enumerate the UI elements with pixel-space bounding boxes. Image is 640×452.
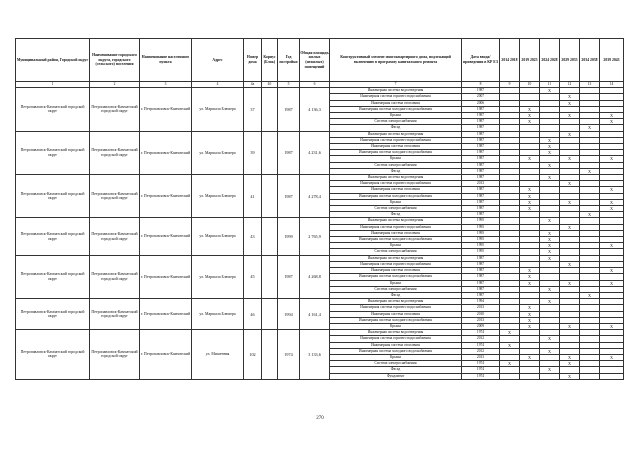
column-number: 7 bbox=[330, 82, 462, 88]
period-mark-cell: X bbox=[520, 311, 540, 317]
capital-repair-table bbox=[15, 38, 624, 380]
structural-element-cell: Инженерная система горячего водоснабжения bbox=[330, 94, 462, 100]
period-mark-cell: X bbox=[560, 156, 580, 162]
commission-date-cell: 1987 bbox=[462, 199, 500, 205]
address-cell: ул. Маршала Блюхера bbox=[192, 299, 244, 330]
commission-date-cell: 1987 bbox=[462, 144, 500, 150]
structural-element-cell: Инженерная система водоотведения bbox=[330, 330, 462, 336]
structural-element-cell: Инженерная система водоотведения bbox=[330, 255, 462, 261]
period-mark-cell: X bbox=[540, 348, 560, 354]
commission-date-cell: 1987 bbox=[462, 206, 500, 212]
structural-element-cell: Крыша bbox=[330, 243, 462, 249]
column-header: Корпус (Блок) bbox=[262, 39, 278, 82]
period-mark-cell: X bbox=[540, 237, 560, 243]
structural-element-cell: Фасад bbox=[330, 125, 462, 131]
period-mark-cell: X bbox=[580, 125, 600, 131]
period-mark-cell: X bbox=[520, 354, 540, 360]
commission-date-cell: 1987 bbox=[462, 255, 500, 261]
structural-element-cell: Инженерная система отопления bbox=[330, 100, 462, 106]
commission-date-cell: 1995 bbox=[462, 218, 500, 224]
locality-cell: г. Петропавловск-Камчатский bbox=[140, 175, 192, 218]
structural-element-cell: Крыша bbox=[330, 113, 462, 119]
period-mark-cell: X bbox=[560, 199, 580, 205]
commission-date-cell: 1987 bbox=[462, 274, 500, 280]
structural-element-cell: Инженерная система водоотведения bbox=[330, 218, 462, 224]
commission-date-cell: 2013 bbox=[462, 181, 500, 187]
period-mark-cell: X bbox=[560, 224, 580, 230]
municipal-district-cell: Петропавловск-Камчатский городской округ bbox=[16, 218, 90, 255]
column-number: 12 bbox=[560, 82, 580, 88]
locality-cell: г. Петропавловск-Камчатский bbox=[140, 131, 192, 174]
structural-element-cell: Фасад bbox=[330, 168, 462, 174]
column-number: 11 bbox=[540, 82, 560, 88]
commission-date-cell: 1987 bbox=[462, 150, 500, 156]
period-mark-cell: X bbox=[580, 292, 600, 298]
build-year-cell: 1987 bbox=[278, 255, 300, 298]
commission-date-cell: 1987 bbox=[462, 187, 500, 193]
structural-element-cell: Инженерная система отопления bbox=[330, 230, 462, 236]
commission-date-cell: 1974 bbox=[462, 373, 500, 379]
settlement-cell: Петропавловск-Камчатский городской округ bbox=[90, 299, 140, 330]
period-mark-cell: X bbox=[560, 354, 580, 360]
structural-element-cell: Фасад bbox=[330, 212, 462, 218]
period-mark-cell: X bbox=[560, 323, 580, 329]
column-header: Дата ввода/ приведения в КР ЕЗ bbox=[462, 39, 500, 82]
period-mark-cell: X bbox=[540, 367, 560, 373]
period-mark-cell: X bbox=[560, 181, 580, 187]
commission-date-cell: 1995 bbox=[462, 230, 500, 236]
settlement-cell: Петропавловск-Камчатский городской округ bbox=[90, 131, 140, 174]
period-mark-cell: X bbox=[600, 354, 624, 360]
structural-element-cell: Крыша bbox=[330, 280, 462, 286]
period-mark-cell: X bbox=[520, 199, 540, 205]
block-cell bbox=[262, 218, 278, 255]
commission-date-cell: 1987 bbox=[462, 125, 500, 131]
build-year-cell: 1994 bbox=[278, 299, 300, 330]
column-number: 4б bbox=[262, 82, 278, 88]
period-mark-cell: X bbox=[520, 317, 540, 323]
commission-date-cell: 1994 bbox=[462, 299, 500, 305]
column-number: 6 bbox=[300, 82, 330, 88]
commission-date-cell: 1974 bbox=[462, 361, 500, 367]
period-mark-cell: X bbox=[600, 113, 624, 119]
period-mark-cell: X bbox=[520, 156, 540, 162]
column-number: 13 bbox=[580, 82, 600, 88]
block-cell bbox=[262, 330, 278, 380]
commission-date-cell: 2012 bbox=[462, 348, 500, 354]
structural-element-cell: Инженерная система холодного водоснабжения bbox=[330, 106, 462, 112]
period-mark-cell bbox=[520, 373, 540, 379]
house-number-cell: 45 bbox=[244, 255, 262, 298]
locality-cell: г. Петропавловск-Камчатский bbox=[140, 88, 192, 131]
period-mark-cell: X bbox=[540, 175, 560, 181]
period-mark-cell bbox=[580, 373, 600, 379]
column-number: 4 bbox=[192, 82, 244, 88]
block-cell bbox=[262, 131, 278, 174]
period-mark-cell: X bbox=[580, 212, 600, 218]
column-number: 10 bbox=[520, 82, 540, 88]
structural-element-cell: Инженерная система водоотведения bbox=[330, 299, 462, 305]
area-cell: 4 136,3 bbox=[300, 88, 330, 131]
commission-date-cell: 1987 bbox=[462, 268, 500, 274]
period-mark-cell: X bbox=[540, 286, 560, 292]
column-number: 9 bbox=[500, 82, 520, 88]
column-header: Муниципальный район, Городской округ bbox=[16, 39, 90, 82]
period-mark-cell: X bbox=[560, 373, 580, 379]
commission-date-cell: 1995 bbox=[462, 237, 500, 243]
municipal-district-cell: Петропавловск-Камчатский городской округ bbox=[16, 299, 90, 330]
period-mark-cell: X bbox=[540, 88, 560, 94]
structural-element-cell: Инженерная система горячего водоснабжения bbox=[330, 261, 462, 267]
area-cell: 3 133,6 bbox=[300, 330, 330, 380]
period-mark-cell: X bbox=[520, 206, 540, 212]
settlement-cell: Петропавловск-Камчатский городской округ bbox=[90, 255, 140, 298]
commission-date-cell: 2012 bbox=[462, 336, 500, 342]
column-header: Номер дома bbox=[244, 39, 262, 82]
house-number-cell: 39 bbox=[244, 131, 262, 174]
period-mark-cell bbox=[600, 373, 624, 379]
period-mark-cell: X bbox=[600, 243, 624, 249]
period-mark-cell: X bbox=[520, 113, 540, 119]
column-number: 1 bbox=[16, 82, 90, 88]
period-mark-cell: X bbox=[520, 274, 540, 280]
period-mark-cell: X bbox=[540, 299, 560, 305]
commission-date-cell: 1987 bbox=[462, 261, 500, 267]
structural-element-cell: Инженерная система холодного водоснабжения bbox=[330, 348, 462, 354]
structural-element-cell: Система электроснабжения bbox=[330, 206, 462, 212]
period-mark-cell: X bbox=[520, 280, 540, 286]
commission-date-cell: 1987 bbox=[462, 175, 500, 181]
structural-element-cell: Крыша bbox=[330, 156, 462, 162]
column-number: 8 bbox=[462, 82, 500, 88]
structural-element-cell: Инженерная система горячего водоснабжения bbox=[330, 305, 462, 311]
period-mark-cell: X bbox=[600, 206, 624, 212]
municipal-district-cell: Петропавловск-Камчатский городской округ bbox=[16, 330, 90, 380]
period-mark-cell: X bbox=[520, 305, 540, 311]
block-cell bbox=[262, 299, 278, 330]
block-cell bbox=[262, 255, 278, 298]
period-mark-cell bbox=[540, 373, 560, 379]
structural-element-cell: Инженерная система холодного водоснабжения bbox=[330, 317, 462, 323]
municipal-district-cell: Петропавловск-Камчатский городской округ bbox=[16, 175, 90, 218]
period-mark-cell: X bbox=[540, 255, 560, 261]
address-cell: ул. Маршала Блюхера bbox=[192, 131, 244, 174]
commission-date-cell: 1987 bbox=[462, 212, 500, 218]
commission-date-cell: 1987 bbox=[462, 119, 500, 125]
commission-date-cell: 1974 bbox=[462, 342, 500, 348]
house-number-cell: 46 bbox=[244, 299, 262, 330]
build-year-cell: 1987 bbox=[278, 131, 300, 174]
locality-cell: г. Петропавловск-Камчатский bbox=[140, 218, 192, 255]
column-header: 2014 2018 bbox=[500, 39, 520, 82]
column-header: 2039 2043 bbox=[600, 39, 624, 82]
column-header: Общая площадь жилых (нежилых) помещений bbox=[300, 39, 330, 82]
commission-date-cell: 2013 bbox=[462, 317, 500, 323]
structural-element-cell: Инженерная система холодного водоснабжения bbox=[330, 237, 462, 243]
column-header: Конструктивный элемент многоквартирного дома, подлежащий включению в программу капитального ремонта bbox=[330, 39, 462, 82]
structural-element-cell: Инженерная система горячего водоснабжения bbox=[330, 137, 462, 143]
commission-date-cell: 1987 bbox=[462, 131, 500, 137]
structural-element-cell: Крыша bbox=[330, 199, 462, 205]
period-mark-cell: X bbox=[540, 230, 560, 236]
period-mark-cell: X bbox=[540, 336, 560, 342]
area-cell: 4 231,6 bbox=[300, 131, 330, 174]
period-mark-cell: X bbox=[540, 243, 560, 249]
locality-cell: г. Петропавловск-Камчатский bbox=[140, 255, 192, 298]
period-mark-cell: X bbox=[560, 113, 580, 119]
structural-element-cell: Система электроснабжения bbox=[330, 249, 462, 255]
period-mark-cell: X bbox=[540, 137, 560, 143]
house-number-cell: 43 bbox=[244, 218, 262, 255]
commission-date-cell: 1995 bbox=[462, 249, 500, 255]
structural-element-cell: Инженерная система водоотведения bbox=[330, 175, 462, 181]
structural-element-cell: Система электроснабжения bbox=[330, 162, 462, 168]
commission-date-cell: 2007 bbox=[462, 94, 500, 100]
period-mark-cell: X bbox=[560, 261, 580, 267]
municipal-district-cell: Петропавловск-Камчатский городской округ bbox=[16, 255, 90, 298]
structural-element-cell: Крыша bbox=[330, 323, 462, 329]
period-mark-cell bbox=[500, 373, 520, 379]
period-mark-cell: X bbox=[560, 131, 580, 137]
column-header: Год постройки bbox=[278, 39, 300, 82]
commission-date-cell: 1987 bbox=[462, 286, 500, 292]
column-number: 2 bbox=[90, 82, 140, 88]
address-cell: ул. Маршала Блюхера bbox=[192, 175, 244, 218]
structural-element-cell: Инженерная система отопления bbox=[330, 311, 462, 317]
commission-date-cell: 1987 bbox=[462, 292, 500, 298]
structural-element-cell: Инженерная система холодного водоснабжения bbox=[330, 193, 462, 199]
address-cell: ул. Мишенная bbox=[192, 330, 244, 380]
period-mark-cell: X bbox=[540, 144, 560, 150]
period-mark-cell: X bbox=[500, 342, 520, 348]
structural-element-cell: Инженерная система холодного водоснабжения bbox=[330, 274, 462, 280]
period-mark-cell: X bbox=[600, 199, 624, 205]
period-mark-cell: X bbox=[540, 162, 560, 168]
period-mark-cell: X bbox=[540, 249, 560, 255]
period-mark-cell: X bbox=[600, 323, 624, 329]
locality-cell: г. Петропавловск-Камчатский bbox=[140, 299, 192, 330]
municipal-district-cell: Петропавловск-Камчатский городской округ bbox=[16, 88, 90, 131]
commission-date-cell: 1987 bbox=[462, 106, 500, 112]
area-cell: 4 161,4 bbox=[300, 299, 330, 330]
structural-element-cell: Фасад bbox=[330, 367, 462, 373]
period-mark-cell: X bbox=[520, 187, 540, 193]
commission-date-cell: 1995 bbox=[462, 224, 500, 230]
area-cell: 4 278,4 bbox=[300, 175, 330, 218]
house-number-cell: 37 bbox=[244, 88, 262, 131]
table-body bbox=[16, 88, 624, 380]
settlement-cell: Петропавловск-Камчатский городской округ bbox=[90, 218, 140, 255]
period-mark-cell: X bbox=[520, 323, 540, 329]
build-year-cell: 1974 bbox=[278, 330, 300, 380]
settlement-cell: Петропавловск-Камчатский городской округ bbox=[90, 175, 140, 218]
table-header-row bbox=[16, 39, 624, 82]
period-mark-cell: X bbox=[600, 280, 624, 286]
period-mark-cell: X bbox=[560, 100, 580, 106]
period-mark-cell: X bbox=[520, 268, 540, 274]
structural-element-cell: Инженерная система холодного водоснабжения bbox=[330, 150, 462, 156]
commission-date-cell: 1987 bbox=[462, 168, 500, 174]
house-number-cell: 102 bbox=[244, 330, 262, 380]
column-header: 2024 2028 bbox=[540, 39, 560, 82]
commission-date-cell: 1995 bbox=[462, 243, 500, 249]
commission-date-cell: 2010 bbox=[462, 311, 500, 317]
commission-date-cell: 1987 bbox=[462, 156, 500, 162]
address-cell: ул. Маршала Блюхера bbox=[192, 255, 244, 298]
commission-date-cell: 2013 bbox=[462, 354, 500, 360]
period-mark-cell: X bbox=[540, 218, 560, 224]
build-year-cell: 1987 bbox=[278, 175, 300, 218]
block-cell bbox=[262, 175, 278, 218]
structural-element-cell: Инженерная система водоотведения bbox=[330, 88, 462, 94]
structural-element-cell: Инженерная система горячего водоснабжения bbox=[330, 336, 462, 342]
column-header: 2019 2023 bbox=[520, 39, 540, 82]
column-number: 4а bbox=[244, 82, 262, 88]
settlement-cell: Петропавловск-Камчатский городской округ bbox=[90, 88, 140, 131]
structural-element-cell: Инженерная система отопления bbox=[330, 268, 462, 274]
structural-element-cell: Система электроснабжения bbox=[330, 286, 462, 292]
period-mark-cell: X bbox=[600, 119, 624, 125]
period-mark-cell: X bbox=[520, 119, 540, 125]
commission-date-cell: 1987 bbox=[462, 280, 500, 286]
municipal-district-cell: Петропавловск-Камчатский городской округ bbox=[16, 131, 90, 174]
structural-element-cell: Фундамент bbox=[330, 373, 462, 379]
build-year-cell: 1987 bbox=[278, 88, 300, 131]
period-mark-cell: X bbox=[560, 280, 580, 286]
column-header: Адрес bbox=[192, 39, 244, 82]
column-number: 5 bbox=[278, 82, 300, 88]
structural-element-cell: Инженерная система горячего водоснабжения bbox=[330, 181, 462, 187]
structural-element-cell: Система электроснабжения bbox=[330, 361, 462, 367]
structural-element-cell: Крыша bbox=[330, 354, 462, 360]
build-year-cell: 1999 bbox=[278, 218, 300, 255]
structural-element-cell: Инженерная система отопления bbox=[330, 187, 462, 193]
structural-element-cell: Инженерная система горячего водоснабжения bbox=[330, 224, 462, 230]
period-mark-cell: X bbox=[500, 361, 520, 367]
structural-element-cell: Инженерная система отопления bbox=[330, 144, 462, 150]
column-header: 2034 2038 bbox=[580, 39, 600, 82]
commission-date-cell: 2013 bbox=[462, 305, 500, 311]
period-mark-cell: X bbox=[500, 330, 520, 336]
column-header: Наименование городского округа, городского (сельского) поселения bbox=[90, 39, 140, 82]
settlement-cell: Петропавловск-Камчатский городской округ bbox=[90, 330, 140, 380]
period-mark-cell: X bbox=[520, 193, 540, 199]
structural-element-cell: Инженерная система водоотведения bbox=[330, 131, 462, 137]
structural-element-cell: Фасад bbox=[330, 292, 462, 298]
commission-date-cell: 1987 bbox=[462, 137, 500, 143]
structural-element-cell: Система электроснабжения bbox=[330, 119, 462, 125]
period-mark-cell: X bbox=[600, 156, 624, 162]
period-mark-cell: X bbox=[600, 268, 624, 274]
column-number: 14 bbox=[600, 82, 624, 88]
commission-date-cell: 1987 bbox=[462, 88, 500, 94]
column-number: 3 bbox=[140, 82, 192, 88]
area-cell: 2 765,9 bbox=[300, 218, 330, 255]
period-mark-cell: X bbox=[560, 94, 580, 100]
column-header: 2029 2033 bbox=[560, 39, 580, 82]
page-number: 270 bbox=[316, 416, 324, 421]
period-mark-cell: X bbox=[540, 150, 560, 156]
area-cell: 4 268,8 bbox=[300, 255, 330, 298]
period-mark-cell: X bbox=[580, 168, 600, 174]
commission-date-cell: 1987 bbox=[462, 193, 500, 199]
structural-element-cell: Инженерная система отопления bbox=[330, 342, 462, 348]
commission-date-cell: 1987 bbox=[462, 113, 500, 119]
commission-date-cell: 1974 bbox=[462, 330, 500, 336]
commission-date-cell: 1974 bbox=[462, 367, 500, 373]
block-cell bbox=[262, 88, 278, 131]
address-cell: ул. Маршала Блюхера bbox=[192, 88, 244, 131]
document-sheet bbox=[15, 38, 623, 380]
commission-date-cell: 2006 bbox=[462, 100, 500, 106]
column-header: Наименование населенного пункта bbox=[140, 39, 192, 82]
address-cell: ул. Маршала Блюхера bbox=[192, 218, 244, 255]
commission-date-cell: 2009 bbox=[462, 323, 500, 329]
period-mark-cell: X bbox=[520, 106, 540, 112]
period-mark-cell: X bbox=[600, 187, 624, 193]
house-number-cell: 41 bbox=[244, 175, 262, 218]
commission-date-cell: 1987 bbox=[462, 162, 500, 168]
locality-cell: г. Петропавловск-Камчатский bbox=[140, 330, 192, 380]
period-mark-cell: X bbox=[560, 361, 580, 367]
